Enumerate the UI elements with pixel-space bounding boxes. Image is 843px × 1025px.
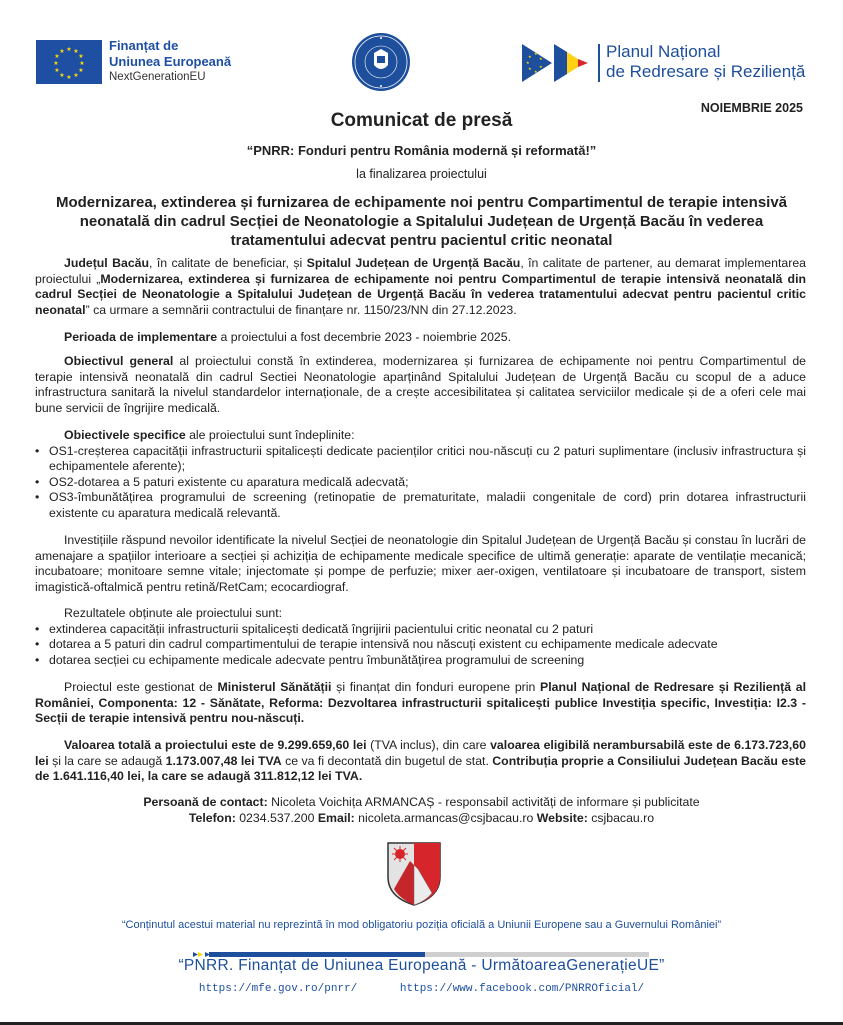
- text: , în calitate de beneficiar, și: [149, 256, 307, 270]
- eu-flag-icon: [36, 40, 102, 84]
- pnrr-stripe: [193, 944, 649, 949]
- contact-person-value: Nicoleta Voichița ARMANCAȘ - responsabil activități de informare și publicitate: [267, 795, 700, 809]
- period-paragraph: [35, 330, 806, 346]
- intro-paragraph: [35, 256, 806, 318]
- list-item: • dotarea secției cu echipamente medicale adecvate pentru îmbunătățirea programului de screening: [35, 653, 806, 669]
- beneficiary-name: Județul Bacău: [64, 256, 150, 270]
- svg-text:★: ★: [66, 47, 72, 53]
- bacau-county-coat-of-arms-icon: [386, 841, 442, 907]
- results-section: [35, 606, 806, 668]
- text: și la care se adaugă: [48, 753, 166, 768]
- own-contribution: Contribuția proprie a Consiliului Județean Bacău este de 1.641.116,40 lei, la care se adaugă 311.812,12 lei TVA.: [35, 753, 806, 784]
- pnrr-slogan: “PNRR: Fonduri pentru România modernă și reformată!”: [246, 143, 597, 158]
- specific-objectives-section: [35, 428, 806, 522]
- svg-text:★: ★: [79, 61, 85, 67]
- svg-text:★: ★: [526, 60, 530, 65]
- vat-value: 1.173.007,48 lei TVA: [165, 753, 282, 768]
- svg-text:★: ★: [59, 49, 65, 55]
- page-title: Comunicat de presă: [330, 110, 513, 131]
- phone-label: Telefon:: [188, 811, 236, 825]
- svg-text:★: ★: [528, 54, 532, 59]
- partner-name: Spitalul Județean de Urgență Bacău: [306, 256, 521, 270]
- email-label: Email:: [317, 811, 355, 825]
- pnrr-divider: [598, 44, 600, 82]
- text: Proiectul este gestionat de: [64, 680, 218, 694]
- svg-text:★: ★: [539, 64, 543, 69]
- text: , în calitate de partener, au demarat implementarea proiectului „: [35, 256, 807, 286]
- text: (TVA inclus), din care: [366, 738, 491, 752]
- specific-objectives-label: Obiectivele specifice: [64, 428, 186, 442]
- general-objective-paragraph: [35, 354, 806, 416]
- value-paragraph: [35, 738, 806, 785]
- general-objective-label: Obiectivul general: [64, 354, 174, 368]
- svg-text:★: ★: [54, 68, 60, 74]
- eu-funding-label: [109, 38, 231, 85]
- program-details: Planul Național de Redresare și Reziliență al României, Componenta: 12 - Sănătate, Reforma: Dezvoltarea infrastructurii spitalicești publice Investiția specific, Investiția: I2.3 - Secții de terapie intensivă pentru nou-născuți.: [35, 680, 807, 726]
- svg-text:★: ★: [528, 66, 532, 71]
- results-label: Rezultatele obținute ale proiectului sunt:: [64, 606, 283, 620]
- period-label: Perioada de implementare: [64, 330, 218, 344]
- general-objective-text: al proiectului constă în extinderea, modernizarea și furnizarea de echipamente noi pentru Compartimentul de terapie intensivă neonatală din cadrul Sectiei Neonatologie aparținând Spitalului Județean de Urgență Bacău cu scopul de a aduce infrastructura sanitară la nivelul standardelor internaționale, de a crește accesibilitatea și calitatea serviciilor medicale și de a oferi cele mai bune servicii de îngrijire medicală.: [35, 354, 806, 415]
- list-item: • OS3-îmbunătățirea programului de screening (retinopatie de prematuritate, maladii congenitale de cord) prin dotarea infrastructurii existente cu aparatura medicală relevantă.: [35, 490, 806, 521]
- email-link[interactable]: nicoleta.armancas@csjbacau.ro: [354, 811, 537, 825]
- eu-label-line3: NextGenerationEU: [109, 71, 206, 83]
- pnrr-arrows-icon: [522, 44, 592, 82]
- subtitle: la finalizarea proiectului: [356, 167, 487, 181]
- eligible-value: valoarea eligibilă nerambursabilă este de 6.173.723,60 lei: [35, 738, 806, 768]
- footer-slogan: “PNRR. Finanțat de Uniunea Europeană - UrmătoareaGenerațieUE”: [178, 957, 665, 974]
- list-item: • OS1-creșterea capacității infrastructurii spitalicești dedicate pacienților critici nou-născuți cu 2 paturi suplimentare (inclusiv infrastructura și echipamentele aferente);: [35, 444, 806, 475]
- svg-text:★: ★: [54, 54, 60, 60]
- facebook-pnrr-link[interactable]: https://www.facebook.com/PNRROficial/: [399, 983, 645, 995]
- investments-paragraph: [35, 533, 806, 595]
- results-list: [35, 622, 806, 669]
- svg-text:★: ★: [534, 69, 538, 74]
- disclaimer: “Conținutul acestui material nu reprezintă în mod obligatoriu poziția oficială a Uniunii Europene sau a Guvernului României”: [121, 919, 722, 931]
- eu-label-line2: Uniunea Europeană: [109, 54, 232, 69]
- footer-links: [0, 983, 843, 995]
- list-item: • dotarea a 5 paturi din cadrul compartimentului de terapie intensivă nou născuți existent cu echipamente medicale adecvate: [35, 637, 806, 653]
- contact-block: [0, 794, 843, 826]
- ministry-name: Ministerul Sănătății: [217, 680, 332, 694]
- svg-text:★: ★: [73, 73, 79, 79]
- svg-text:★: ★: [534, 51, 538, 56]
- svg-text:★: ★: [539, 56, 543, 61]
- period-value: a proiectului a fost decembrie 2023 - noiembrie 2025.: [217, 330, 512, 344]
- contact-person-label: Persoană de contact:: [143, 795, 268, 809]
- project-name: Modernizarea, extinderea și furnizarea de echipamente noi pentru Compartimentul de terapie intensivă neonatală din cadrul Secției de Neonatologie a Spitalului Județean de Urgență Bacău în vederea tratamentului adecvat pentru pacientul critic neonatal: [35, 271, 807, 317]
- text: și finanțat din fonduri europene prin: [331, 680, 541, 694]
- guvernul-romaniei-seal-icon: [352, 33, 410, 91]
- svg-text:★: ★: [78, 68, 84, 74]
- list-item: • extinderea capacității infrastructurii spitalicești dedicată îngrijirii pacientului critic neonatal cu 2 paturi: [35, 622, 806, 638]
- svg-text:★: ★: [73, 49, 79, 55]
- total-value: Valoarea totală a proiectului este de 9.299.659,60 lei: [64, 738, 367, 752]
- list-item: • OS2-dotarea a 5 paturi existente cu aparatura medicală adecvată;: [35, 475, 806, 491]
- project-headline: Modernizarea, extinderea și furnizarea de echipamente noi pentru Compartimentul de terapie intensivă neonatală din cadrul Secției de Neonatologie a Spitalului Județean de Urgență Bacău în vederea tratamentului adecvat pentru pacientul critic neonatal: [55, 194, 788, 249]
- specific-objectives-list: [35, 444, 806, 522]
- management-paragraph: [35, 680, 806, 727]
- svg-text:★: ★: [59, 73, 65, 79]
- text: ale proiectului sunt îndeplinite:: [185, 428, 355, 442]
- pnrr-label-line1: Planul Național: [606, 42, 721, 61]
- svg-text:★: ★: [78, 54, 84, 60]
- svg-text:★: ★: [66, 75, 72, 81]
- eu-label-line1: Finanțat de: [109, 38, 179, 53]
- text: ce va fi decontată din bugetul de stat.: [281, 753, 493, 768]
- mfe-pnrr-link[interactable]: https://mfe.gov.ro/pnrr/: [198, 983, 358, 995]
- website-link[interactable]: csjbacau.ro: [587, 811, 655, 825]
- svg-text:★: ★: [53, 61, 59, 67]
- phone-value: 0234.537.200: [235, 811, 318, 825]
- text: ” ca urmare a semnării contractului de finanțare nr. 1150/23/NN din 27.12.2023.: [85, 302, 517, 317]
- pnrr-label-line2: de Redresare și Reziliență: [606, 62, 806, 81]
- investments-text: Investițiile răspund nevoilor identificate la nivelul Secției de neonatologie din Spitalul Județean de Urgență Bacău și constau în lucrări de amenajare a spațiilor interioare a secției și achiziția de echipamente medicale specifice de ultimă generație: aparate de ventilație mecanică; incubatoare; monitoare semne vitale; injectomate și pompe de perfuzie; mixer aer-oxigen, ventilatoare și incubatoare de transport, sistem imagistică-oftalmică pentru retină/RetCam; ecocardiograf.: [35, 533, 806, 594]
- pnrr-label: [606, 42, 805, 82]
- release-date: NOIEMBRIE 2025: [700, 101, 803, 115]
- website-label: Website:: [536, 811, 588, 825]
